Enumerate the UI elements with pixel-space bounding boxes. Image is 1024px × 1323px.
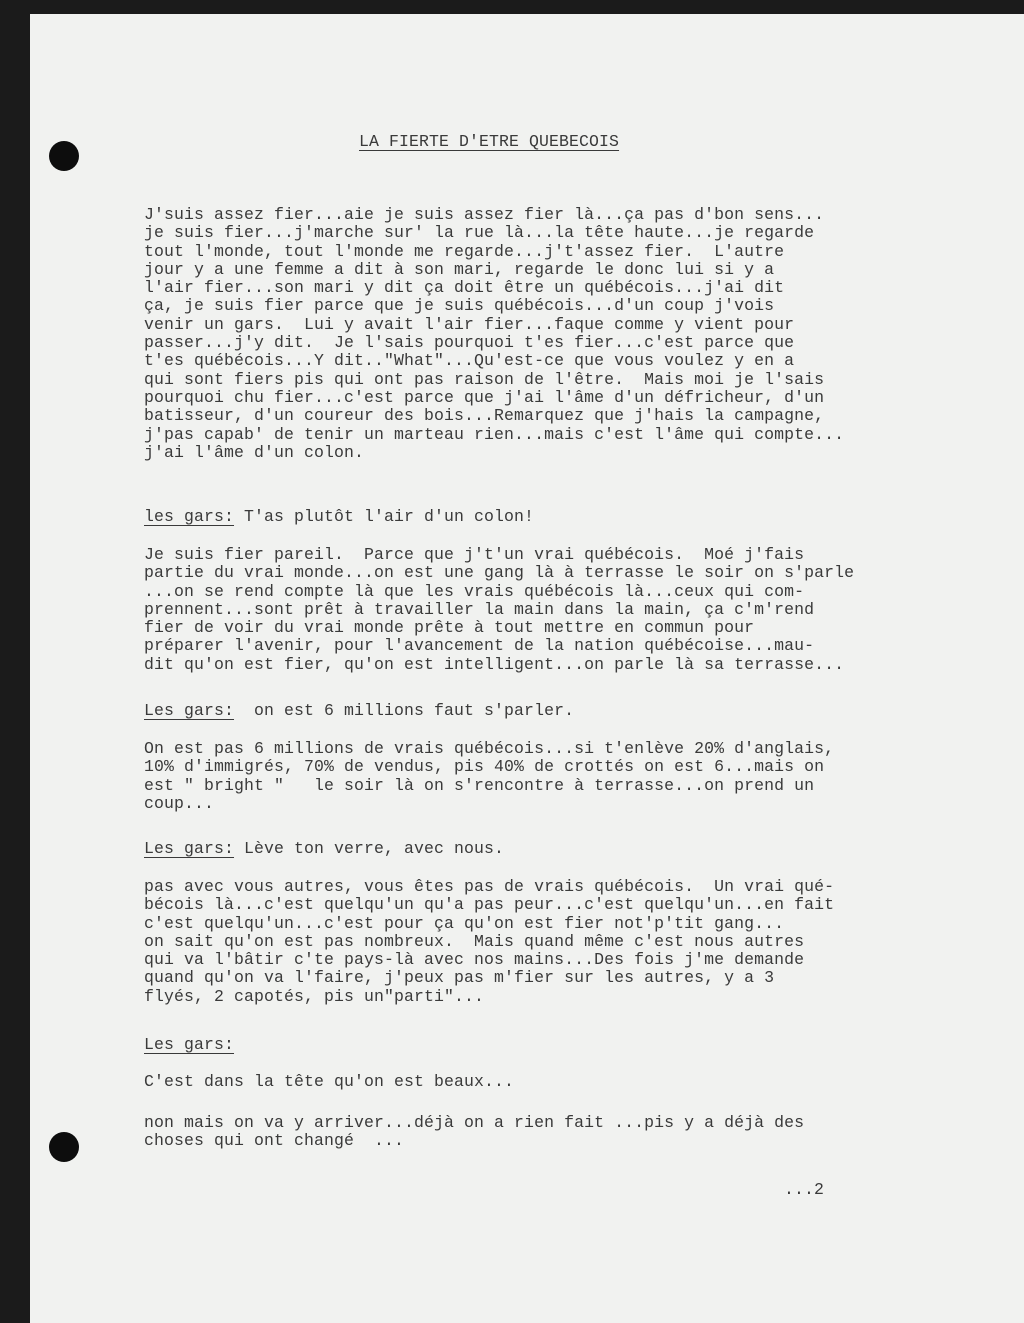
reply-line [144, 1036, 1004, 1054]
paragraph-3: On est pas 6 millions de vrais québécois...si t'enlève 20% d'anglais, 10% d'immigrés, 70% de vendus, pis 40% de crottés on est 6...mais on est " bright " le soir là on s'rencontre à terrasse...on prend un coup... [144, 739, 835, 813]
speaker-label: Les gars: [144, 839, 235, 858]
reply-line [144, 840, 1004, 858]
paragraph-1: J'suis assez fier...aie je suis assez fier là...ça pas d'bon sens... je suis fier...j'marche sur' la rue là...la tête haute...je regarde tout l'monde, tout l'monde me regarde...j't'assez fier. L'autre jour y a une femme a dit à son mari, regarde le donc lui si y a l'air fier...son mari y dit ça doit être un québécois...j'ai dit ça, je suis fier parce que je suis québécois...d'un coup j'vois venir un gars. Lui y avait l'air fier...faque comme y vient pour passer...j'y dit. Je l'sais pourquoi t'es fier...c'est parce que t'es québécois...Y dit.."What"...Qu'est-ce que vous voulez y en a qui sont fiers pis qui ont pas raison de l'être. Mais moi je l'sais pourquoi chu fier...c'est parce que j'ai l'âme d'un défricheur, d'un batisseur, d'un coureur des bois...Remarquez que j'hais la campagne, j'pas capab' de tenir un marteau rien...mais c'est l'âme qui compte... j'ai l'âme d'un colon. [144, 205, 845, 462]
paragraph-4: pas avec vous autres, vous êtes pas de vrais québécois. Un vrai qué- bécois là...c'est quelqu'un qu'a pas peur...c'est quelqu'un...en fait c'est quelqu'un...c'est pour ça qu'on est fier not'p'tit gang... on sait qu'on est pas nombreux. Mais quand même c'est nous autres qui va l'bâtir c'te pays-là avec nos mains...Des fois j'me demande quand qu'on va l'faire, j'peux pas m'fier sur les autres, y a 3 flyés, 2 capotés, pis un"parti"... [144, 877, 835, 1006]
paragraph-2: Je suis fier pareil. Parce que j't'un vrai québécois. Moé j'fais partie du vrai monde...on est une gang là à terrasse le soir on s'parle ...on se rend compte là que les vrais québécois là...ceux qui com- prennent...sont prêt à travailler la main dans la main, ça c'm'rend fier de voir du vrai monde prête à tout mettre en commun pour préparer l'avenir, pour l'avancement de la nation québécoise...mau- dit qu'on est fier, qu'on est intelligent...on parle là sa terrasse... [144, 545, 855, 674]
reply-text: Lève ton verre, avec nous. [234, 839, 505, 858]
speaker-label: les gars: [144, 507, 235, 526]
paragraph-5: C'est dans la tête qu'on est beaux... [144, 1072, 515, 1091]
reply-line [144, 702, 1004, 720]
reply-line [144, 508, 1004, 526]
page-continuation: ...2 [784, 1180, 825, 1199]
reply-text: T'as plutôt l'air d'un colon! [234, 507, 535, 526]
punch-hole-top [49, 141, 79, 171]
speaker-label: Les gars: [144, 701, 235, 720]
punch-hole-bottom [49, 1132, 79, 1162]
speaker-label: Les gars: [144, 1035, 235, 1054]
paragraph-6: non mais on va y arriver...déjà on a rien fait ...pis y a déjà des choses qui ont changé ... [144, 1113, 805, 1151]
page-title: LA FIERTE D'ETRE QUEBECOIS [359, 132, 620, 151]
reply-text: on est 6 millions faut s'parler. [234, 701, 575, 720]
